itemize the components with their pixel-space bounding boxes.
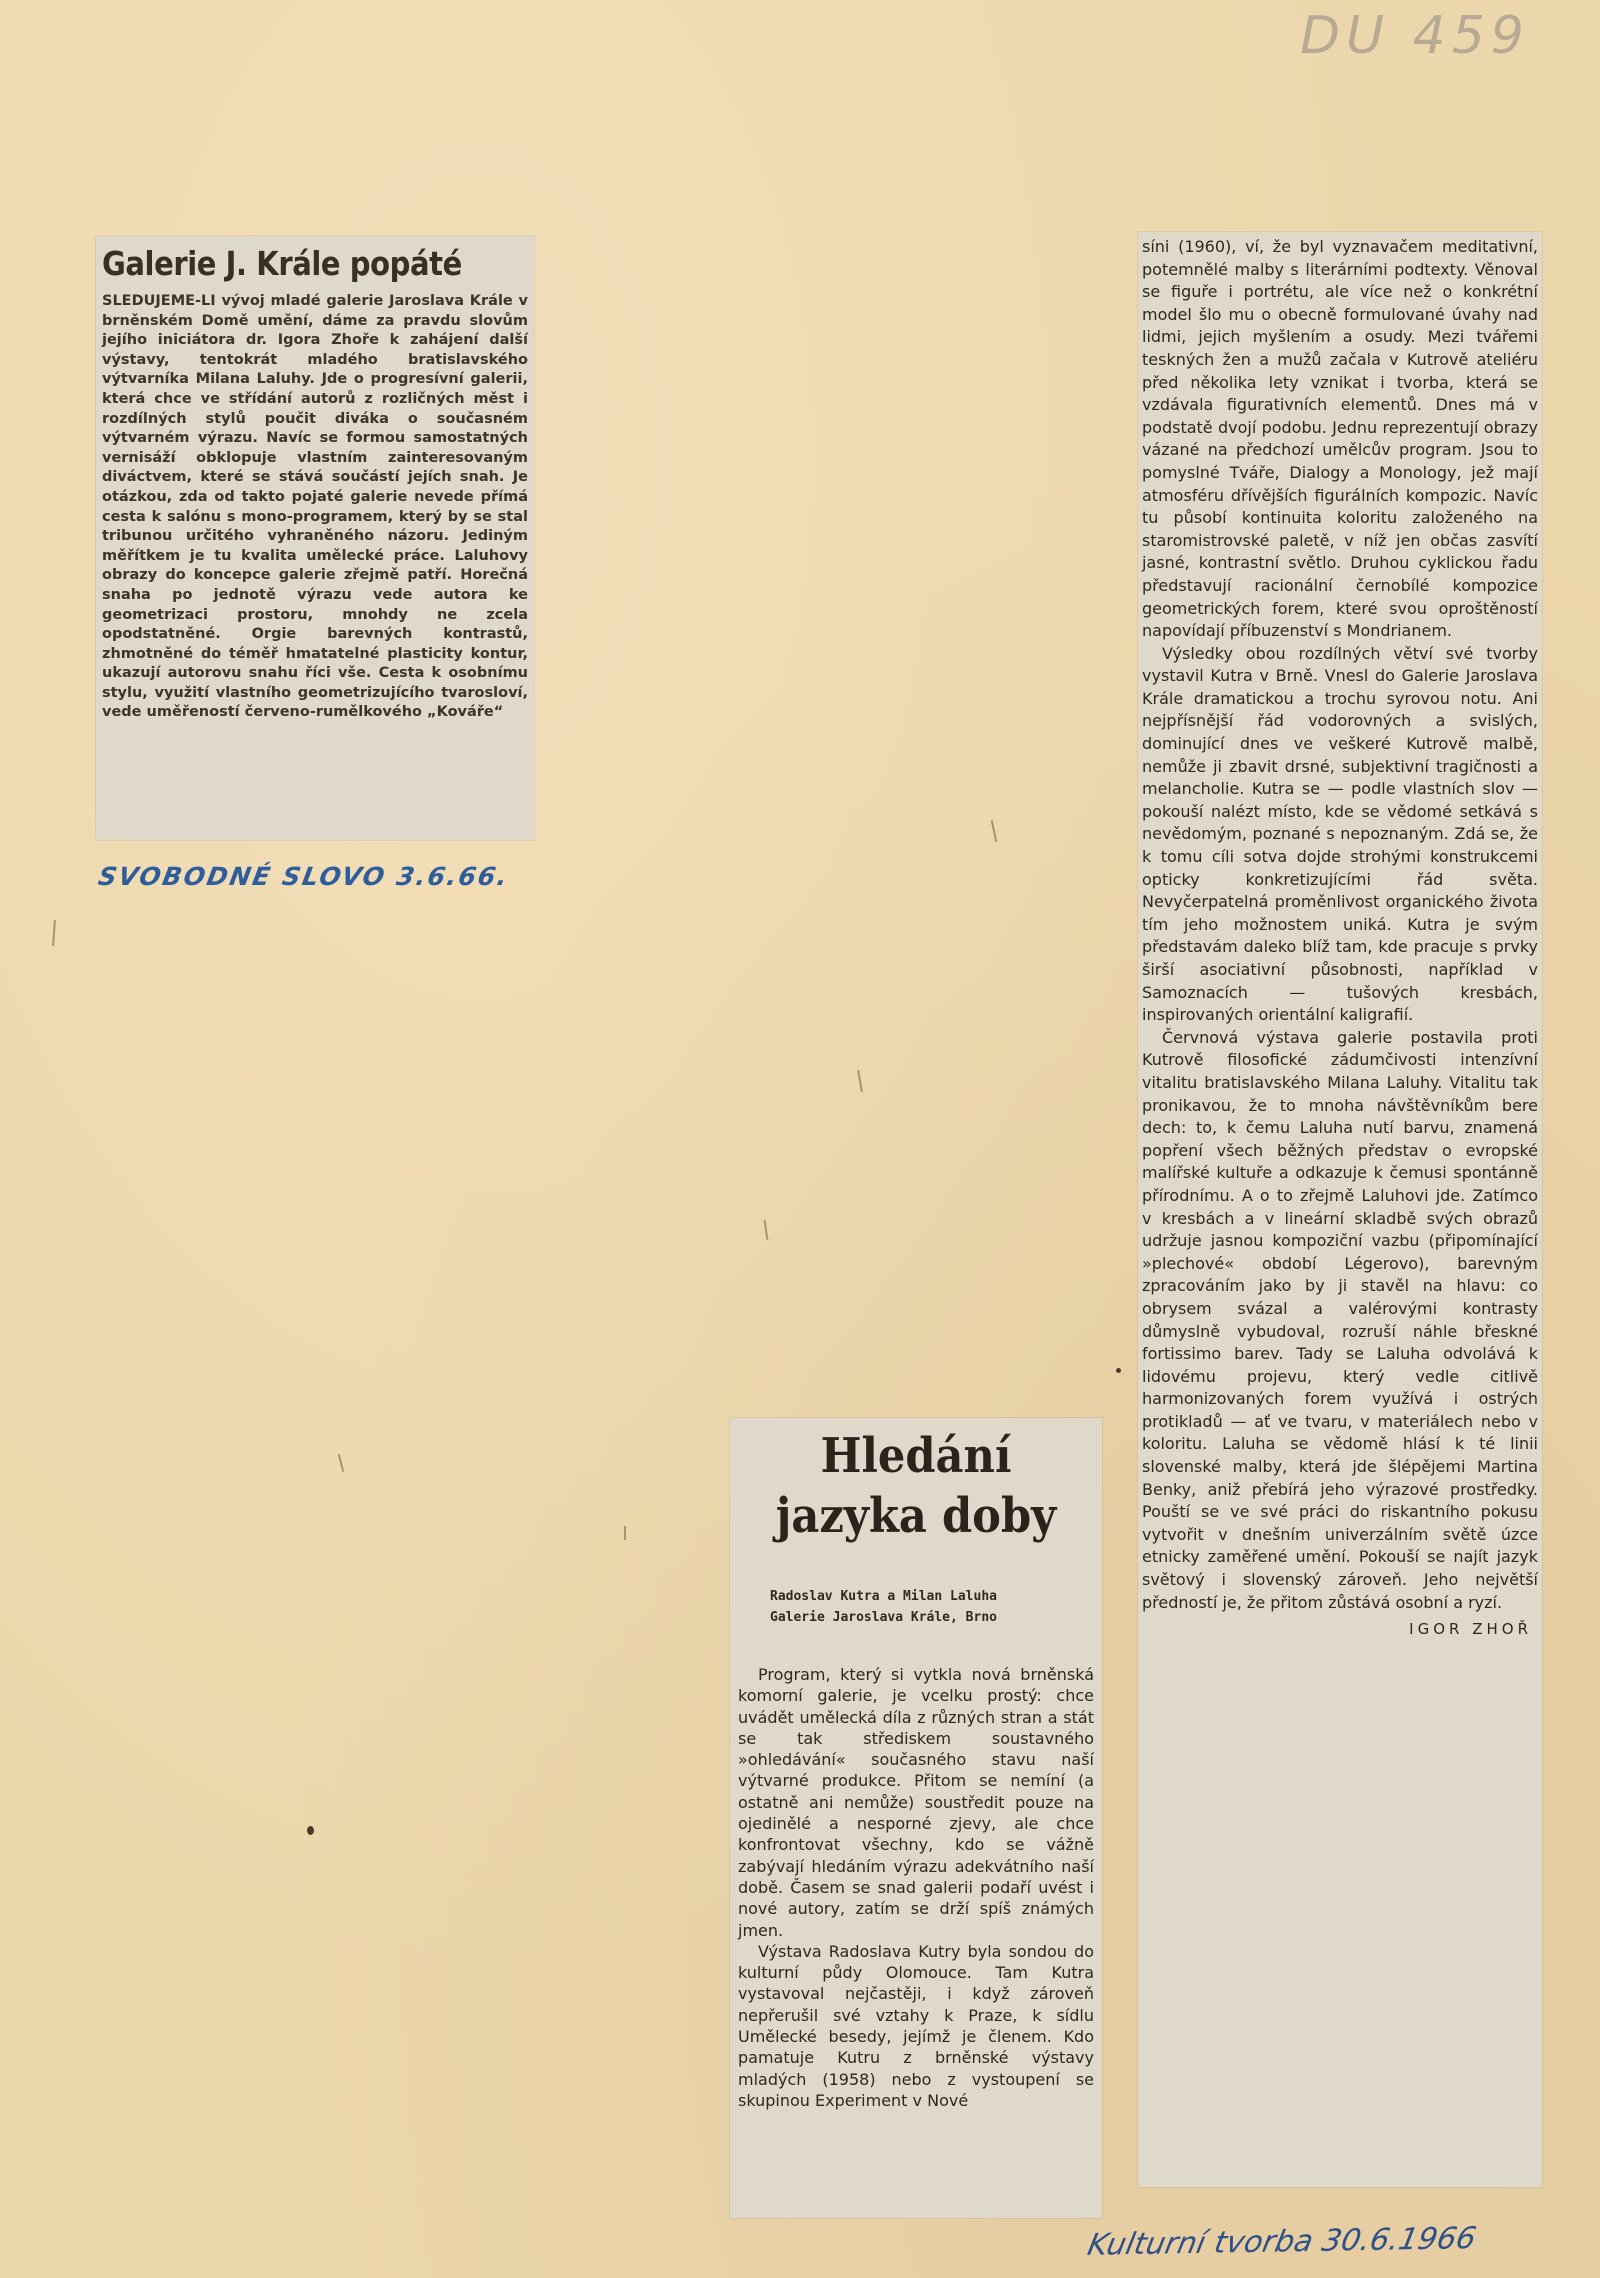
handwritten-source-kulturni-tvorba: Kulturní tvorba 30.6.1966 [1084, 2221, 1479, 2263]
paper-mark [764, 1220, 769, 1240]
article1-lead: SLEDUJEME-LI [102, 293, 216, 309]
paper-speck [307, 1826, 314, 1835]
article1-text: vývoj mladé galerie Jaroslava Krále v brněnském Domě umění, dáme za pravdu slovům jejího iniciátora dr. Igora Zhoře k zahájení další výstavy, tentokrát mladého bratislavského výtvarníka Milana Laluhy. Jde o progresívní galerii, která chce ve střídání autorů z rozličných měst i rozdílných stylů poučit diváka o současném výtvarném výrazu. Navíc se formou samostatných vernisáží obklopuje vlastním zainteresovaným diváctvem, které se stává součástí jejích snah. Je otázkou, zda od takto pojaté galerie nevede přímá cesta k salónu s mono-programem, který by se stal tribunou určitého vyhraněného názoru. Jediným měřítkem je tu kvalita umělecké práce. Laluhovy obrazy do koncepce galerie zřejmě patří. Horečná snaha po jednotě výrazu vede autora ke geometrizaci prostoru, mnohdy ne zcela opodstatněné. Orgie barevných kontrastů, zhmotněné do téměř hmatatelné plasticity kontur, ukazují autorovu snahu říci vše. Cesta k osobnímu stylu, využití vlastního geometrizujícího tvarosloví, vede uměřeností červeno-rumělkového „Kováře“ [102, 293, 528, 721]
article2-col1-paragraph: Výstava Radoslava Kutry byla sondou do kulturní půdy Olomouce. Tam Kutra vystavoval nejčastěji, i když zároveň nepřerušil své vztahy k Praze, k sídlu Umělecké besedy, jejímž je členem. Kdo pamatuje Kutru z brněnské výstavy mladých (1958) nebo z vystoupení se skupinou Experiment v Nové [738, 1941, 1094, 2110]
paper-speck [1116, 1368, 1121, 1373]
paper-mark [338, 1454, 344, 1472]
paper-mark [52, 920, 56, 946]
archive-mark: DU 459 [1300, 6, 1530, 66]
handwritten-source-svobodne-slovo: SVOBODNÉ SLOVO 3.6.66. [96, 862, 512, 891]
article2-col2-paragraph: Červnová výstava galerie postavila proti Kutrově filosofické zádumčivosti intenzívní vitalitu bratislavského Milana Laluhy. Vitalitu tak pronikavou, že to mnoha návštěvníkům bere dech: to, k čemu Laluha nutí barvu, znamená popření všech běžných představ o evropské malířské kultuře a odkazuje k čemusi spontánně přírodnímu. A o to zřejmě Laluhovi jde. Zatímco v kresbách a v lineární skladbě svých obrazů udržuje jasnou kompoziční vazbu (připomínající »plechové« období Légerovo), barevným zpracováním jako by ji stavěl na hlavu: co obrysem svázal a valérovými kontrasty důmyslně vybudoval, rozruší náhle břeskné fortissimo barev. Tady se Laluha odvolává k lidovému projevu, který vedle citlivě harmonizovaných forem využívá i ostrých protikladů — ať ve tvaru, v materiálech nebo v koloritu. Laluha se vědomě hlásí k té linii slovenské malby, která jde šlépějemi Martina Benky, aniž přebírá jeho výrazové prostředky. Pouští se ve své práci do riskantního pokusu vytvořit v dnešním univerzálním světě úzce etnicky zaměřené umění. Pokouší se najít jazyk světový i slovenský zároveň. Jeho největší předností je, že přitom zůstává osobní a ryzí. [1142, 1027, 1538, 1612]
article2-title [749, 1426, 1084, 1546]
article2-subtitle-line1: Radoslav Kutra a Milan Laluha [770, 1589, 997, 1604]
article2-subtitle-line2: Galerie Jaroslava Krále, Brno [770, 1610, 997, 1625]
paper-mark [857, 1070, 863, 1092]
clipping-hledani-jazyka-doby [730, 1418, 1102, 2218]
article2-column1 [738, 1664, 1094, 2111]
article2-author: IGOR ZHOŘ [1409, 1620, 1532, 1639]
article1-title: Galerie J. Krále popáté [102, 244, 462, 283]
clipping-galerie-krale [96, 236, 534, 840]
paper-mark [624, 1526, 626, 1540]
article2-col1-paragraph: Program, který si vytkla nová brněnská komorní galerie, je vcelku prostý: chce uvádět umělecká díla z různých stran a stát se tak střediskem soustavného »ohledávání« současného stavu naší výtvarné produkce. Přitom se nemíní (a ostatně ani nemůže) soustředit pouze na ojedinělé a nesporné zjevy, ale chce konfrontovat všechny, kdo se vážně zabývají hledáním výrazu adekvátního naší době. Časem se snad galerii podaří uvést i nové autory, zatím se drží spíš známých jmen. [738, 1665, 1094, 1940]
clipping-hledani-column2 [1138, 232, 1542, 2187]
article2-col2-paragraph: síni (1960), ví, že byl vyznavačem meditativní, potemnělé malby s literárními podtexty. Věnoval se figuře i portrétu, ale více než o konkrétní model šlo mu o obecně formulované úvahy nad lidmi, jejich myšlením a osudy. Mezi tvářemi teskných žen a mužů začala v Kutrově ateliéru před několika lety vznikat i tvorba, která se vzdávala figurativních elementů. Dnes má v podstatě dvojí podobu. Jednu reprezentují obrazy vázané na předchozí umělcův program. Jsou to pomyslné Tváře, Dialogy a Monology, jež mají atmosféru dřívějších figurálních kompozic. Navíc tu působí kontinuita koloritu založeného na staromistrovské paletě, v níž jen občas zasvítí jasné, kontrastní světlo. Druhou cyklickou řadu představují racionální černobílé kompozice geometrických forem, které svou oproštěností napovídají příbuzenství s Mondrianem. [1142, 237, 1538, 641]
article2-subtitle [770, 1586, 1090, 1628]
article2-column2 [1142, 236, 1538, 1641]
article1-body [102, 292, 528, 723]
article2-col2-paragraph: Výsledky obou rozdílných větví své tvorby vystavil Kutra v Brně. Vnesl do Galerie Jaroslava Krále dramatickou a trochu syrovou notu. Ani nejpřísnější řád vodorovných a svislých, dominující dnes ve veškeré Kutrově malbě, nemůže ji zbavit drsné, subjektivní tragičnosti a melancholie. Kutra se — podle vlastních slov — pokouší nalézt místo, kde se vědomé setkává s nevědomým, poznané s nepoznaným. Zdá se, že k tomu cíli sotva dojde strohými konstrukcemi opticky konkretizujícími řád světa. Nevyčerpatelná proměnlivost organického života tím jeho možnostem uniká. Kutra je svým představám daleko blíž tam, kde pracuje s prvky širší asociativní působnosti, například v Samoznacích — tušových kresbách, inspirovaných orientální kaligrafií. [1142, 643, 1538, 1025]
article2-title-line1: Hledání [820, 1428, 1012, 1484]
article2-title-line2: jazyka doby [775, 1488, 1057, 1544]
paper-mark [991, 820, 998, 842]
